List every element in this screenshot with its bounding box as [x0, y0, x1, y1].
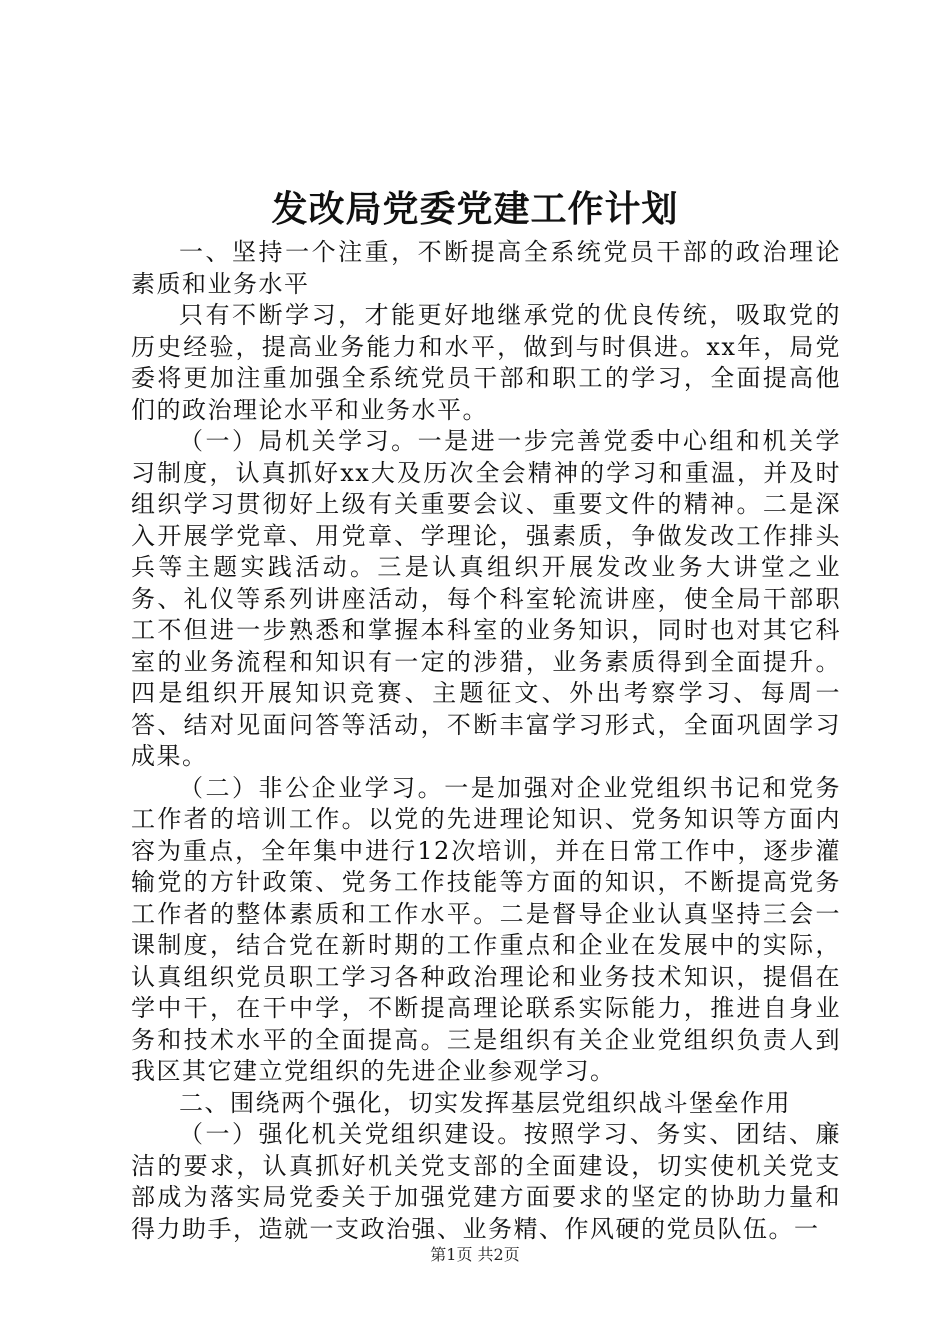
paragraph-intro: 只有不断学习，才能更好地继承党的优良传统，吸取党的历史经验，提高业务能力和水平，做到与时俱进。xx年，局党委将更加注重加强全系统党员干部和职工的学习，全面提高他们的政治理论水平和业务水平。 [131, 301, 841, 424]
paragraph-organization-building: （一）强化机关党组织建设。按照学习、务实、团结、廉洁的要求，认真抓好机关党支部的全面建设，切实使机关党支部成为落实局党委关于加强党建方面要求的坚定的协助力量和得力助手，造就一支政治强、业务精、作风硬的党员队伍。一 [131, 1120, 841, 1243]
paragraph-enterprise-study: （二）非公企业学习。一是加强对企业党组织书记和党务工作者的培训工作。以党的先进理论知识、党务知识等方面内容为重点，全年集中进行12次培训，并在日常工作中，逐步灌输党的方针政策、党务工作技能等方面的知识，不断提高党务工作者的整体素质和工作水平。二是督导企业认真坚持三会一课制度，结合党在新时期的工作重点和企业在发展中的实际，认真组织党员职工学习各种政治理论和业务技术知识，提倡在学中干，在干中学，不断提高理论联系实际能力，推进自身业务和技术水平的全面提高。三是组织有关企业党组织负责人到我区其它建立党组织的先进企业参观学习。 [131, 773, 841, 1085]
section-heading-2: 二、围绕两个强化，切实发挥基层党组织战斗堡垒作用 [179, 1088, 791, 1117]
paragraph-office-study: （一）局机关学习。一是进一步完善党委中心组和机关学习制度，认真抓好xx大及历次全会精神的学习和重温，并及时组织学习贯彻好上级有关重要会议、重要文件的精神。二是深入开展学党章、用党章、学理论，强素质，争做发改工作排头兵等主题实践活动。三是认真组织开展发改业务大讲堂之业务、礼仪等系列讲座活动，每个科室轮流讲座，使全局干部职工不但进一步熟悉和掌握本科室的业务知识，同时也对其它科室的业务流程和知识有一定的涉猎，业务素质得到全面提升。四是组织开展知识竞赛、主题征文、外出考察学习、每周一答、结对见面问答等活动，不断丰富学习形式，全面巩固学习成果。 [131, 427, 841, 770]
page-number: 第1页 共2页 [430, 1245, 520, 1264]
document-title: 发改局党委党建工作计划 [271, 188, 679, 230]
document-body [131, 237, 841, 1245]
section-heading-1: 一、坚持一个注重，不断提高全系统党员干部的政治理论素质和业务水平 [131, 238, 841, 298]
